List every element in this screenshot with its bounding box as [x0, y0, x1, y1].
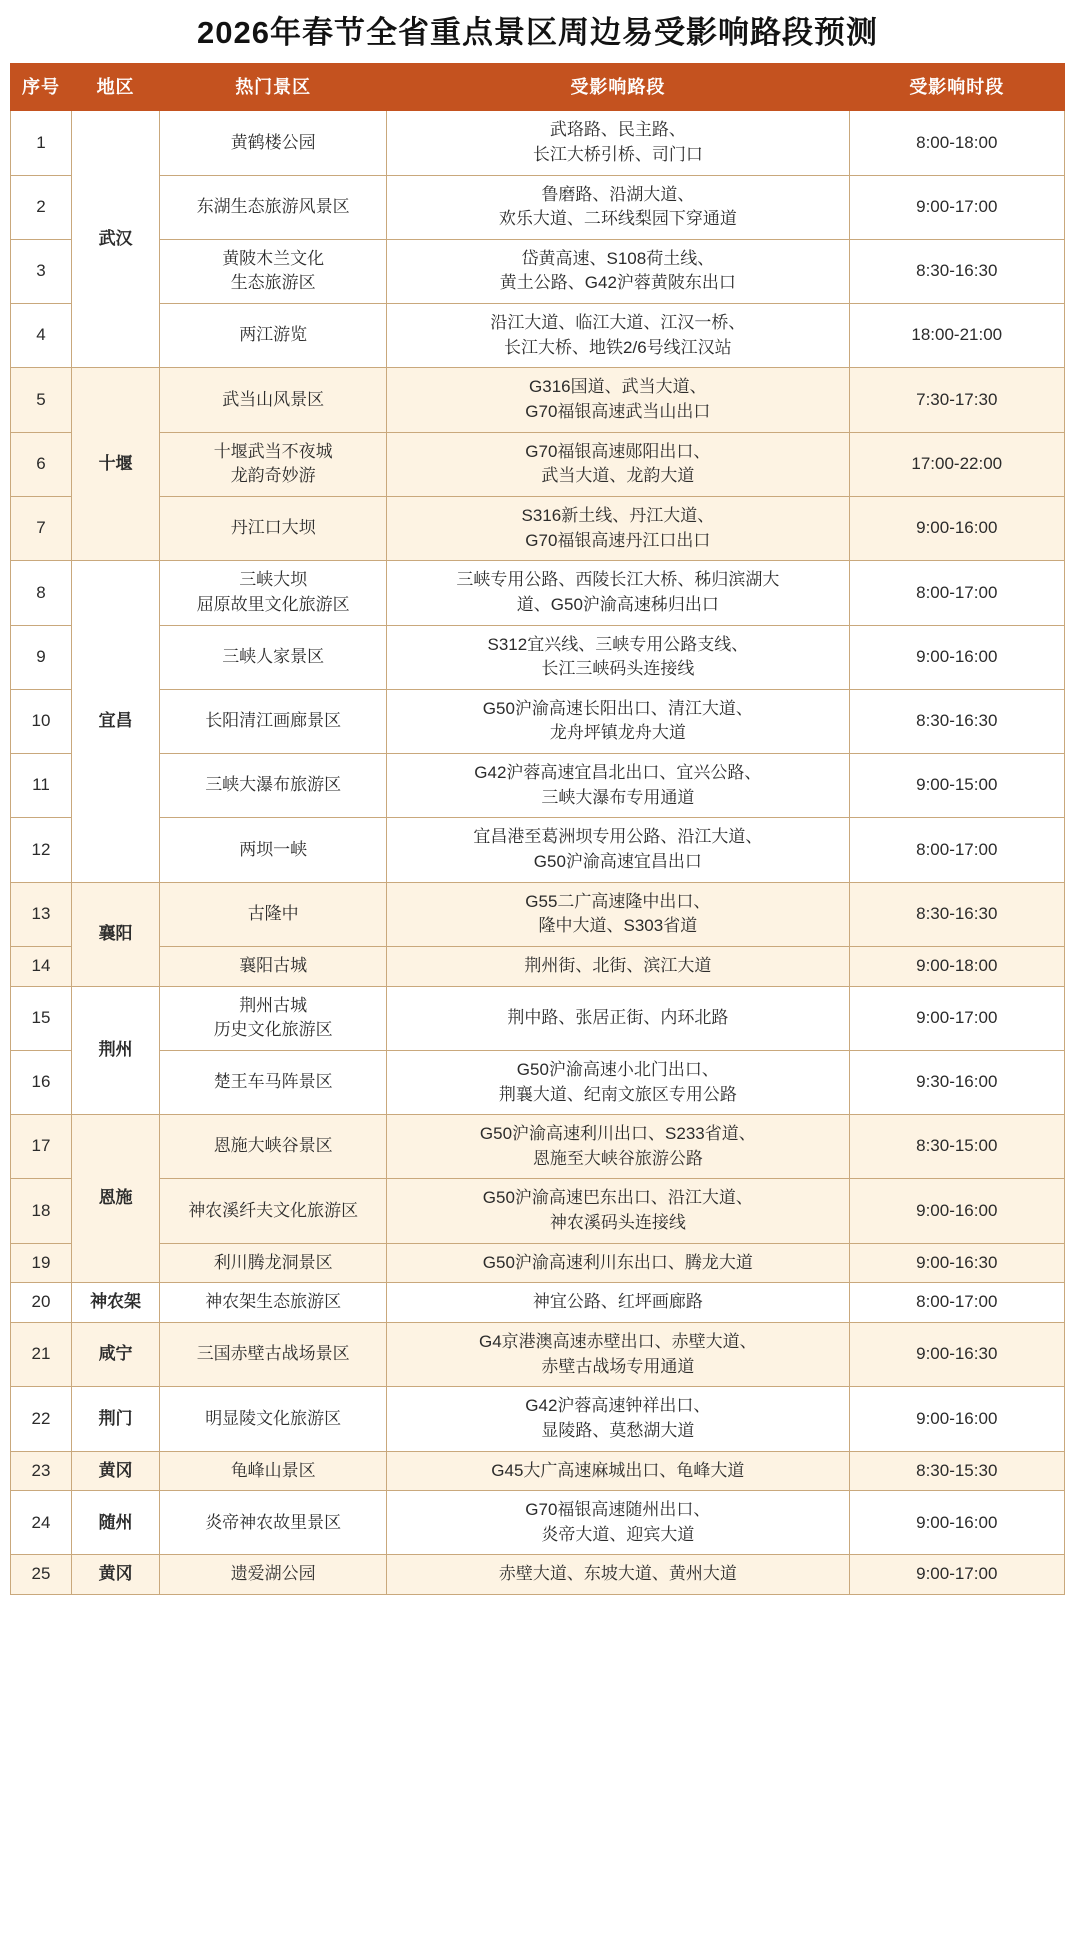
cell-road-line: G50沪渝高速小北门出口、 [516, 1059, 719, 1079]
table-body [11, 111, 1065, 1595]
cell-index: 20 [11, 1283, 72, 1323]
table-row [11, 986, 1065, 1050]
cell-time: 9:00-16:00 [849, 1387, 1064, 1451]
cell-index: 7 [11, 496, 72, 560]
table-row [11, 946, 1065, 986]
cell-time: 9:00-17:00 [849, 986, 1064, 1050]
affected-roads-table [10, 63, 1065, 1595]
column-header-spot: 热门景区 [160, 64, 387, 111]
cell-spot-line: 历史文化旅游区 [213, 1020, 333, 1040]
cell-region: 荆州 [71, 986, 159, 1115]
table-row [11, 625, 1065, 689]
table-row [11, 304, 1065, 368]
cell-time: 8:00-17:00 [849, 561, 1064, 625]
cell-spot-line: 丹江口大坝 [230, 518, 316, 538]
cell-road-line: S312宜兴线、三峡专用公路支线、 [487, 634, 749, 654]
column-header-index: 序号 [11, 64, 72, 111]
cell-region: 咸宁 [71, 1322, 159, 1386]
cell-road [387, 818, 849, 882]
table-row [11, 1115, 1065, 1179]
cell-road-line: 长江大桥引桥、司门口 [532, 144, 703, 164]
cell-spot [160, 625, 387, 689]
cell-road [387, 561, 849, 625]
cell-region: 十堰 [71, 368, 159, 561]
cell-index: 12 [11, 818, 72, 882]
cell-time: 9:00-17:00 [849, 175, 1064, 239]
cell-road-line: 三峡专用公路、西陵长江大桥、秭归滨湖大 [456, 570, 780, 590]
cell-road-line: 赤壁古战场专用通道 [541, 1356, 695, 1376]
cell-road [387, 625, 849, 689]
cell-index: 6 [11, 432, 72, 496]
cell-index: 13 [11, 882, 72, 946]
cell-index: 22 [11, 1387, 72, 1451]
cell-road-line: G70福银高速郧阳出口、 [525, 441, 711, 461]
cell-index: 17 [11, 1115, 72, 1179]
cell-region: 宜昌 [71, 561, 159, 882]
cell-time: 8:30-16:30 [849, 882, 1064, 946]
cell-road-line: 鲁磨路、沿湖大道、 [541, 184, 695, 204]
cell-spot [160, 1555, 387, 1595]
cell-road [387, 175, 849, 239]
cell-road [387, 1387, 849, 1451]
cell-spot-line: 明显陵文化旅游区 [205, 1408, 342, 1428]
cell-spot [160, 1179, 387, 1243]
cell-road [387, 1283, 849, 1323]
cell-road-line: 道、G50沪渝高速秭归出口 [516, 594, 719, 614]
cell-spot-line: 东湖生态旅游风景区 [196, 196, 350, 216]
cell-spot-line: 三峡大瀑布旅游区 [205, 775, 342, 795]
cell-road-line: 武珞路、民主路、 [549, 120, 686, 140]
cell-road-line: 神宜公路、红坪画廊路 [532, 1292, 703, 1312]
cell-time: 17:00-22:00 [849, 432, 1064, 496]
cell-index: 16 [11, 1050, 72, 1114]
cell-spot [160, 561, 387, 625]
cell-time: 8:30-16:30 [849, 239, 1064, 303]
cell-road-line: 岱黄高速、S108荷土线、 [521, 248, 715, 268]
table-row [11, 432, 1065, 496]
table-row [11, 1555, 1065, 1595]
cell-index: 10 [11, 689, 72, 753]
cell-region: 随州 [71, 1491, 159, 1555]
cell-spot-line: 恩施大峡谷景区 [213, 1136, 333, 1156]
cell-time: 9:00-16:00 [849, 625, 1064, 689]
cell-road-line: 宜昌港至葛洲坝专用公路、沿江大道、 [473, 827, 763, 847]
cell-road [387, 1115, 849, 1179]
table-row [11, 111, 1065, 175]
cell-index: 1 [11, 111, 72, 175]
cell-road-line: G316国道、武当大道、 [529, 377, 707, 397]
cell-time: 9:30-16:00 [849, 1050, 1064, 1114]
cell-region: 恩施 [71, 1115, 159, 1283]
cell-road-line: G50沪渝高速巴东出口、沿江大道、 [482, 1188, 753, 1208]
cell-time: 9:00-16:00 [849, 496, 1064, 560]
cell-spot [160, 1243, 387, 1283]
cell-road-line: G55二广高速隆中出口、 [525, 891, 711, 911]
cell-road [387, 1451, 849, 1491]
cell-road-line: 欢乐大道、二环线梨园下穿通道 [498, 209, 737, 229]
cell-index: 23 [11, 1451, 72, 1491]
cell-spot [160, 818, 387, 882]
cell-spot [160, 111, 387, 175]
title-bar [0, 0, 1075, 63]
cell-spot [160, 368, 387, 432]
table-row [11, 368, 1065, 432]
cell-time: 18:00-21:00 [849, 304, 1064, 368]
cell-spot [160, 304, 387, 368]
column-header-road: 受影响路段 [387, 64, 849, 111]
cell-road-line: 隆中大道、S303省道 [538, 916, 698, 936]
cell-road-line: S316新土线、丹江大道、 [521, 505, 715, 525]
cell-spot [160, 1115, 387, 1179]
cell-time: 8:30-15:00 [849, 1115, 1064, 1179]
cell-road-line: G70福银高速随州出口、 [525, 1500, 711, 1520]
cell-spot-line: 龙韵奇妙游 [230, 466, 316, 486]
cell-region: 襄阳 [71, 882, 159, 986]
cell-index: 3 [11, 239, 72, 303]
cell-road-line: G70福银高速武当山出口 [525, 402, 711, 422]
cell-region: 黄冈 [71, 1451, 159, 1491]
cell-spot [160, 689, 387, 753]
table-row [11, 1491, 1065, 1555]
cell-road-line: G42沪蓉高速宜昌北出口、宜兴公路、 [474, 763, 762, 783]
cell-road-line: 武当大道、龙韵大道 [541, 466, 695, 486]
cell-spot [160, 754, 387, 818]
cell-spot [160, 1451, 387, 1491]
cell-road [387, 1243, 849, 1283]
cell-index: 25 [11, 1555, 72, 1595]
cell-time: 9:00-16:30 [849, 1243, 1064, 1283]
cell-road [387, 111, 849, 175]
cell-spot [160, 239, 387, 303]
cell-index: 9 [11, 625, 72, 689]
cell-spot-line: 襄阳古城 [239, 955, 308, 975]
table-header [11, 64, 1065, 111]
cell-road [387, 1555, 849, 1595]
cell-time: 7:30-17:30 [849, 368, 1064, 432]
cell-spot [160, 432, 387, 496]
table-row [11, 561, 1065, 625]
cell-spot-line: 楚王车马阵景区 [213, 1072, 333, 1092]
page-title: 2026年春节全省重点景区周边易受影响路段预测 [197, 15, 878, 50]
cell-region: 武汉 [71, 111, 159, 368]
cell-road [387, 946, 849, 986]
cell-spot-line: 龟峰山景区 [230, 1460, 316, 1480]
cell-spot-line: 生态旅游区 [230, 273, 316, 293]
cell-spot [160, 175, 387, 239]
cell-index: 5 [11, 368, 72, 432]
cell-index: 14 [11, 946, 72, 986]
cell-spot-line: 神农架生态旅游区 [205, 1292, 342, 1312]
cell-road-line: G4京港澳高速赤壁出口、赤壁大道、 [479, 1331, 757, 1351]
cell-spot-line: 长阳清江画廊景区 [205, 711, 342, 731]
column-header-time: 受影响时段 [849, 64, 1064, 111]
cell-time: 8:30-16:30 [849, 689, 1064, 753]
table-row [11, 818, 1065, 882]
cell-road-line: 神农溪码头连接线 [549, 1213, 686, 1233]
cell-index: 15 [11, 986, 72, 1050]
table-row [11, 1179, 1065, 1243]
cell-spot-line: 神农溪纤夫文化旅游区 [188, 1200, 359, 1220]
cell-region: 黄冈 [71, 1555, 159, 1595]
table-row [11, 1243, 1065, 1283]
cell-spot [160, 946, 387, 986]
cell-road-line: G50沪渝高速长阳出口、清江大道、 [482, 698, 753, 718]
table-row [11, 1451, 1065, 1491]
cell-spot-line: 三峡大坝 [239, 570, 308, 590]
cell-road [387, 239, 849, 303]
cell-time: 8:00-17:00 [849, 1283, 1064, 1323]
cell-road [387, 1491, 849, 1555]
cell-spot [160, 1491, 387, 1555]
cell-spot [160, 1050, 387, 1114]
table-row [11, 1322, 1065, 1386]
cell-road [387, 882, 849, 946]
cell-spot-line: 十堰武当不夜城 [213, 441, 333, 461]
cell-index: 8 [11, 561, 72, 625]
cell-road-line: 恩施至大峡谷旅游公路 [532, 1148, 703, 1168]
table-row [11, 689, 1065, 753]
cell-road [387, 432, 849, 496]
cell-time: 8:30-15:30 [849, 1451, 1064, 1491]
cell-road [387, 986, 849, 1050]
cell-road-line: G42沪蓉高速钟祥出口、 [525, 1396, 711, 1416]
cell-spot-line: 古隆中 [247, 903, 299, 923]
cell-spot-line: 两坝一峡 [239, 839, 308, 859]
cell-index: 24 [11, 1491, 72, 1555]
table-row [11, 239, 1065, 303]
cell-road-line: 长江大桥、地铁2/6号线江汉站 [504, 337, 732, 357]
cell-time: 9:00-16:30 [849, 1322, 1064, 1386]
cell-time: 8:00-17:00 [849, 818, 1064, 882]
cell-region: 荆门 [71, 1387, 159, 1451]
cell-road-line: 炎帝大道、迎宾大道 [541, 1524, 695, 1544]
cell-spot-line: 荆州古城 [239, 995, 308, 1015]
cell-spot-line: 武当山风景区 [222, 389, 325, 409]
cell-spot-line: 两江游览 [239, 325, 308, 345]
cell-road-line: 显陵路、莫愁湖大道 [541, 1420, 695, 1440]
cell-time: 9:00-18:00 [849, 946, 1064, 986]
cell-road-line: 黄土公路、G42沪蓉黄陂东出口 [499, 273, 736, 293]
cell-time: 8:00-18:00 [849, 111, 1064, 175]
cell-spot-line: 黄陂木兰文化 [222, 248, 325, 268]
cell-spot-line: 黄鹤楼公园 [230, 132, 316, 152]
cell-time: 9:00-16:00 [849, 1491, 1064, 1555]
cell-spot-line: 炎帝神农故里景区 [205, 1512, 342, 1532]
cell-spot [160, 1283, 387, 1323]
cell-spot-line: 三峡人家景区 [222, 646, 325, 666]
table-row [11, 175, 1065, 239]
cell-time: 9:00-17:00 [849, 1555, 1064, 1595]
cell-road-line: G50沪渝高速利川东出口、腾龙大道 [482, 1252, 753, 1272]
cell-road-line: 三峡大瀑布专用通道 [541, 787, 695, 807]
cell-road-line: 荆州街、北街、滨江大道 [524, 955, 712, 975]
cell-road-line: 荆襄大道、纪南文旅区专用公路 [498, 1084, 737, 1104]
table-row [11, 882, 1065, 946]
cell-road-line: 沿江大道、临江大道、江汉一桥、 [490, 313, 746, 333]
cell-road-line: 长江三峡码头连接线 [541, 659, 695, 679]
cell-road [387, 689, 849, 753]
cell-spot [160, 1387, 387, 1451]
table-row [11, 1283, 1065, 1323]
cell-index: 21 [11, 1322, 72, 1386]
cell-index: 19 [11, 1243, 72, 1283]
cell-spot [160, 496, 387, 560]
cell-spot [160, 1322, 387, 1386]
cell-spot-line: 屈原故里文化旅游区 [196, 594, 350, 614]
cell-road-line: 龙舟坪镇龙舟大道 [549, 723, 686, 743]
cell-road-line: 荆中路、张居正街、内环北路 [507, 1007, 729, 1027]
cell-road-line: G50沪渝高速宜昌出口 [533, 852, 702, 872]
cell-time: 9:00-16:00 [849, 1179, 1064, 1243]
cell-spot-line: 利川腾龙洞景区 [213, 1252, 333, 1272]
cell-road-line: G45大广高速麻城出口、龟峰大道 [491, 1460, 745, 1480]
cell-region: 神农架 [71, 1283, 159, 1323]
table-row [11, 496, 1065, 560]
table-row [11, 1387, 1065, 1451]
cell-road [387, 754, 849, 818]
cell-index: 4 [11, 304, 72, 368]
cell-road [387, 496, 849, 560]
cell-road [387, 1050, 849, 1114]
cell-spot [160, 882, 387, 946]
cell-road [387, 304, 849, 368]
table-row [11, 1050, 1065, 1114]
cell-spot-line: 遗爱湖公园 [230, 1564, 316, 1584]
table-row [11, 754, 1065, 818]
cell-spot-line: 三国赤壁古战场景区 [196, 1344, 350, 1364]
cell-index: 2 [11, 175, 72, 239]
cell-road [387, 1179, 849, 1243]
cell-road-line: G70福银高速丹江口出口 [525, 530, 711, 550]
cell-time: 9:00-15:00 [849, 754, 1064, 818]
cell-road [387, 368, 849, 432]
cell-road [387, 1322, 849, 1386]
column-header-region: 地区 [71, 64, 159, 111]
cell-road-line: G50沪渝高速利川出口、S233省道、 [479, 1124, 756, 1144]
cell-spot [160, 986, 387, 1050]
cell-road-line: 赤壁大道、东坡大道、黄州大道 [498, 1564, 737, 1584]
table-header-row [11, 64, 1065, 111]
cell-index: 18 [11, 1179, 72, 1243]
cell-index: 11 [11, 754, 72, 818]
